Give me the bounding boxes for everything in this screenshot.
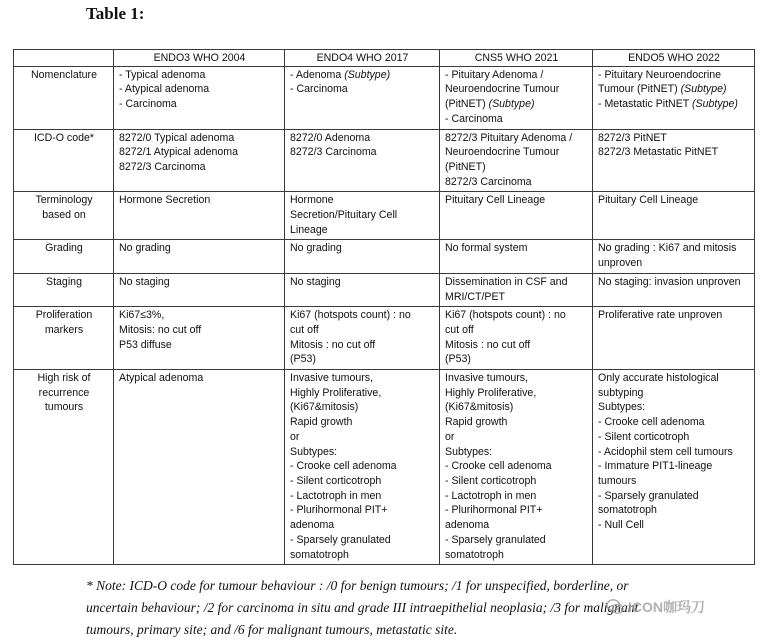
cell-line — [290, 400, 435, 415]
cell-endo3 — [114, 192, 285, 240]
cell-text: - Crooke cell adenoma — [445, 460, 552, 473]
cell-text: - Sparsely granulated — [445, 533, 546, 546]
cell-text: Hormone — [290, 194, 334, 207]
cell-line — [290, 275, 435, 290]
row-label-line: Staging — [46, 275, 82, 288]
cell-text: - Null Cell — [598, 519, 644, 532]
row-label — [14, 273, 114, 306]
cell-line — [598, 415, 750, 430]
cell-text: Subtypes: — [290, 445, 338, 458]
cell-text: - Atypical adenoma — [119, 83, 210, 96]
header-row — [14, 50, 755, 67]
cell-text: - Lactotroph in men — [445, 489, 537, 502]
cell-line — [598, 445, 750, 460]
cell-line — [119, 145, 280, 160]
header-endo4: ENDO4 WHO 2017 — [285, 50, 440, 67]
table-row — [14, 192, 755, 240]
cell-text: - Immature PIT1-lineage — [598, 460, 713, 473]
cell-text: - Typical adenoma — [119, 68, 206, 81]
cell-line — [445, 338, 588, 353]
table-row — [14, 129, 755, 192]
cell-line — [598, 400, 750, 415]
cell-text: somatotroph — [445, 548, 504, 561]
row-label-line: Terminology — [35, 194, 93, 207]
cell-line — [598, 193, 750, 208]
subtype-note: (Subtype) — [680, 83, 727, 96]
cell-text: Neuroendocrine Tumour — [445, 83, 560, 96]
cell-endo5 — [593, 370, 755, 565]
row-label — [14, 129, 114, 192]
cell-line — [598, 518, 750, 533]
cell-text: Highly Proliferative, — [445, 386, 537, 399]
row-label — [14, 240, 114, 273]
cell-line — [598, 386, 750, 401]
cell-line — [598, 256, 750, 271]
cell-text: - Carcinoma — [290, 83, 348, 96]
cell-endo3 — [114, 370, 285, 565]
cell-text: or — [290, 430, 300, 443]
cell-line — [445, 323, 588, 338]
cell-line — [119, 82, 280, 97]
row-label — [14, 66, 114, 129]
cell-line — [445, 241, 588, 256]
cell-text: (PitNET) — [445, 98, 489, 111]
cell-line — [290, 459, 435, 474]
cell-text: 8272/3 Pituitary Adenoma / — [445, 131, 573, 144]
cell-cns5 — [440, 129, 593, 192]
cell-line — [598, 503, 750, 518]
cell-line — [598, 97, 750, 112]
cell-text: No staging: invasion unproven — [598, 275, 741, 288]
cell-line — [290, 208, 435, 223]
cell-text: - Silent corticotroph — [290, 474, 382, 487]
cell-line — [445, 503, 588, 518]
cell-text: adenoma — [290, 519, 335, 532]
row-label-line: tumours — [44, 401, 84, 414]
cell-endo3 — [114, 129, 285, 192]
cell-line — [598, 82, 750, 97]
cell-line — [445, 400, 588, 415]
cell-text: Atypical adenoma — [119, 372, 204, 385]
cell-line — [290, 193, 435, 208]
cell-line — [290, 415, 435, 430]
cell-text: Pituitary Cell Lineage — [598, 194, 699, 207]
cell-text: somatotroph — [598, 504, 657, 517]
cell-line — [598, 371, 750, 386]
table-title: Table 1: — [86, 4, 145, 23]
cell-text: - Plurihormonal PIT+ — [290, 504, 388, 517]
cell-endo5 — [593, 129, 755, 192]
cell-text: - Lactotroph in men — [290, 489, 382, 502]
cell-endo4 — [285, 66, 440, 129]
table-row — [14, 307, 755, 370]
row-label — [14, 370, 114, 565]
cell-text: Mitosis : no cut off — [445, 338, 531, 351]
cell-line — [119, 323, 280, 338]
cell-text: - Silent corticotroph — [598, 430, 690, 443]
wechat-logo-icon — [606, 598, 624, 616]
cell-text: No staging — [290, 275, 341, 288]
cell-line — [119, 131, 280, 146]
cell-line — [290, 430, 435, 445]
row-label-line: Proliferation — [35, 309, 93, 322]
cell-text: - Crooke cell adenoma — [290, 460, 397, 473]
cell-endo4 — [285, 370, 440, 565]
cell-text: 8272/0 Typical adenoma — [119, 131, 235, 144]
header-endo5: ENDO5 WHO 2022 — [593, 50, 755, 67]
cell-text: - Adenoma — [290, 68, 345, 81]
cell-line — [445, 275, 588, 290]
cell-line — [119, 97, 280, 112]
cell-text: (P53) — [445, 353, 471, 366]
cell-text: - Sparsely granulated — [290, 533, 391, 546]
cell-text: Pituitary Cell Lineage — [445, 194, 546, 207]
cell-line — [290, 68, 435, 83]
table-row — [14, 66, 755, 129]
cell-text: 8272/3 Carcinoma — [119, 160, 206, 173]
cell-text: (Ki67&mitosis) — [445, 401, 514, 414]
cell-line — [290, 323, 435, 338]
cell-text: - Metastatic PitNET — [598, 98, 692, 111]
cell-line — [598, 308, 750, 323]
cell-cns5 — [440, 370, 593, 565]
row-label — [14, 307, 114, 370]
cell-endo3 — [114, 273, 285, 306]
cell-line — [445, 193, 588, 208]
cell-text: 8272/3 Carcinoma — [445, 175, 532, 188]
cell-text: Ki67 (hotspots count) : no — [445, 309, 566, 322]
table-row — [14, 370, 755, 565]
cell-text: No grading — [290, 242, 342, 255]
cell-text: Ki67≤3%, — [119, 309, 165, 322]
cell-text: No grading : Ki67 and mitosis — [598, 242, 737, 255]
cell-line — [598, 459, 750, 474]
cell-text: - Carcinoma — [445, 112, 503, 125]
footnote-line: uncertain behaviour; /2 for carcinoma in situ and grade III intraepithelial neoplasia; /3 for malignant — [86, 600, 639, 615]
cell-text: No formal system — [445, 242, 528, 255]
cell-line — [119, 338, 280, 353]
cell-endo4 — [285, 192, 440, 240]
row-label-line: Grading — [45, 242, 83, 255]
cell-endo3 — [114, 307, 285, 370]
cell-line — [119, 308, 280, 323]
header-cns5: CNS5 WHO 2021 — [440, 50, 593, 67]
watermark-text: ICON咖玛刀 — [628, 599, 705, 615]
cell-text: Rapid growth — [445, 416, 508, 429]
cell-line — [445, 445, 588, 460]
cell-line — [119, 275, 280, 290]
footnote-line: * Note: ICD-O code for tumour behaviour : /0 for benign tumours; /1 for unspecified, borderline, or — [86, 578, 629, 593]
cell-text: or — [445, 430, 455, 443]
cell-text: - Sparsely granulated — [598, 489, 699, 502]
cell-line — [445, 533, 588, 548]
cell-line — [290, 518, 435, 533]
cell-line — [445, 489, 588, 504]
cell-line — [598, 131, 750, 146]
cell-endo5 — [593, 307, 755, 370]
cell-text: somatotroph — [290, 548, 349, 561]
row-label-line: Nomenclature — [31, 68, 97, 81]
cell-line — [445, 474, 588, 489]
row-label-line: markers — [44, 323, 84, 336]
cell-cns5 — [440, 307, 593, 370]
cell-line — [445, 112, 588, 127]
cell-cns5 — [440, 240, 593, 273]
cell-endo5 — [593, 66, 755, 129]
cell-text: Subtypes: — [445, 445, 493, 458]
cell-line — [119, 371, 280, 386]
cell-line — [290, 503, 435, 518]
cell-text: No staging — [119, 275, 170, 288]
cell-line — [290, 445, 435, 460]
cell-line — [445, 548, 588, 563]
cell-text: Subtypes: — [598, 401, 646, 414]
cell-line — [445, 68, 588, 83]
cell-line — [119, 241, 280, 256]
cell-text: - Acidophil stem cell tumours — [598, 445, 733, 458]
cell-text: Tumour (PitNET) — [598, 83, 681, 96]
cell-endo5 — [593, 192, 755, 240]
cell-text: 8272/3 Carcinoma — [290, 146, 377, 159]
cell-line — [445, 145, 588, 160]
cell-line — [445, 371, 588, 386]
cell-endo4 — [285, 273, 440, 306]
cell-endo4 — [285, 307, 440, 370]
cell-cns5 — [440, 192, 593, 240]
cell-line — [290, 223, 435, 238]
cell-text: subtyping — [598, 386, 644, 399]
cell-text: 8272/3 Metastatic PitNET — [598, 146, 719, 159]
cell-line — [290, 241, 435, 256]
cell-text: Neuroendocrine Tumour — [445, 146, 560, 159]
cell-line — [119, 68, 280, 83]
cell-line — [598, 430, 750, 445]
cell-text: No grading — [119, 242, 171, 255]
cell-text: Secretion/Pituitary Cell — [290, 209, 398, 222]
row-label-line: ICD-O code* — [33, 131, 95, 144]
subtype-note: (Subtype) — [344, 68, 391, 81]
cell-text: - Plurihormonal PIT+ — [445, 504, 543, 517]
cell-line — [119, 160, 280, 175]
cell-text: - Crooke cell adenoma — [598, 416, 705, 429]
cell-text: Invasive tumours, — [290, 372, 374, 385]
cell-endo5 — [593, 273, 755, 306]
cell-text: Hormone Secretion — [119, 194, 211, 207]
cell-text: Proliferative rate unproven — [598, 309, 723, 322]
cell-line — [598, 68, 750, 83]
cell-text: (PitNET) — [445, 160, 486, 173]
cell-endo4 — [285, 129, 440, 192]
cell-text: 8272/1 Atypical adenoma — [119, 146, 238, 159]
cell-cns5 — [440, 273, 593, 306]
cell-line — [445, 290, 588, 305]
cell-line — [445, 415, 588, 430]
cell-line — [445, 82, 588, 97]
cell-endo5 — [593, 240, 755, 273]
cell-line — [598, 489, 750, 504]
table-row — [14, 273, 755, 306]
cell-line — [290, 548, 435, 563]
cell-text: Rapid growth — [290, 416, 353, 429]
cell-line — [290, 474, 435, 489]
cell-line — [445, 518, 588, 533]
footnote-line: tumours, primary site; and /6 for malignant tumours, metastatic site. — [86, 622, 458, 637]
cell-text: 8272/0 Adenoma — [290, 131, 371, 144]
cell-text: (Ki67&mitosis) — [290, 401, 359, 414]
cell-text: - Pituitary Adenoma / — [445, 68, 544, 81]
cell-line — [598, 145, 750, 160]
cell-line — [445, 175, 588, 190]
cell-text: 8272/3 PitNET — [598, 131, 667, 144]
cell-line — [445, 386, 588, 401]
row-label-line: High risk of — [37, 372, 91, 385]
cell-endo3 — [114, 66, 285, 129]
table-body — [14, 66, 755, 565]
cell-text: Mitosis: no cut off — [119, 323, 202, 336]
classification-table — [13, 49, 755, 565]
header-endo3: ENDO3 WHO 2004 — [114, 50, 285, 67]
cell-line — [445, 308, 588, 323]
cell-line — [445, 459, 588, 474]
cell-line — [290, 308, 435, 323]
cell-line — [290, 82, 435, 97]
cell-line — [445, 352, 588, 367]
cell-line — [290, 371, 435, 386]
cell-text: MRI/CT/PET — [445, 290, 506, 303]
cell-cns5 — [440, 66, 593, 129]
cell-text: Dissemination in CSF and — [445, 275, 568, 288]
cell-line — [290, 352, 435, 367]
cell-line — [598, 241, 750, 256]
cell-text: - Silent corticotroph — [445, 474, 537, 487]
cell-text: Lineage — [290, 223, 328, 236]
cell-line — [119, 193, 280, 208]
cell-line — [445, 131, 588, 146]
watermark — [606, 597, 705, 617]
cell-text: Mitosis : no cut off — [290, 338, 376, 351]
subtype-note: (Subtype) — [692, 98, 738, 111]
cell-text: tumours — [598, 474, 637, 487]
cell-endo4 — [285, 240, 440, 273]
cell-line — [290, 489, 435, 504]
cell-text: cut off — [290, 323, 319, 336]
cell-line — [290, 533, 435, 548]
cell-line — [290, 131, 435, 146]
cell-line — [445, 97, 588, 112]
header-corner — [14, 50, 114, 67]
cell-text: cut off — [445, 323, 474, 336]
subtype-note: (Subtype) — [488, 98, 535, 111]
cell-text: (P53) — [290, 353, 316, 366]
cell-text: unproven — [598, 257, 643, 270]
cell-line — [598, 474, 750, 489]
cell-line — [598, 275, 750, 290]
cell-line — [445, 160, 588, 175]
cell-text: - Carcinoma — [119, 98, 177, 111]
cell-text: Only accurate histological — [598, 372, 719, 385]
row-label-line: recurrence — [38, 386, 90, 399]
cell-text: P53 diffuse — [119, 338, 172, 351]
cell-endo3 — [114, 240, 285, 273]
cell-text: adenoma — [445, 519, 490, 532]
row-label-line: based on — [42, 209, 86, 222]
table-row — [14, 240, 755, 273]
cell-line — [290, 386, 435, 401]
cell-text: - Pituitary Neuroendocrine — [598, 68, 722, 81]
cell-text: Highly Proliferative, — [290, 386, 382, 399]
cell-line — [290, 338, 435, 353]
cell-text: Invasive tumours, — [445, 372, 529, 385]
cell-line — [290, 145, 435, 160]
row-label — [14, 192, 114, 240]
cell-line — [445, 430, 588, 445]
cell-text: Ki67 (hotspots count) : no — [290, 309, 411, 322]
